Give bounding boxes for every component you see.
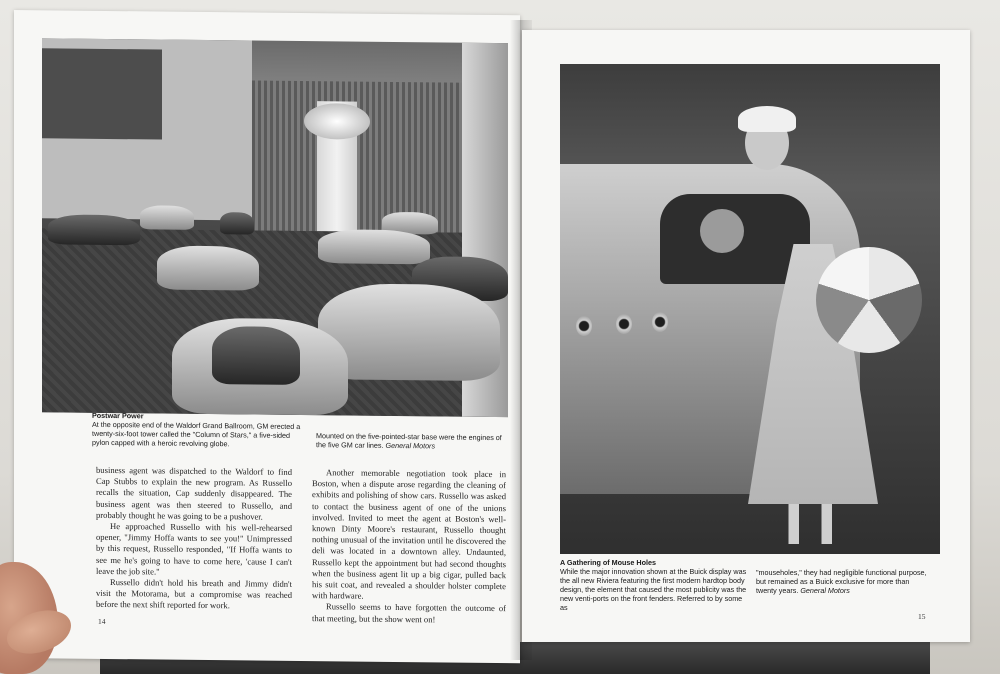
balcony — [42, 48, 162, 139]
caption-title: Postwar Power — [92, 410, 144, 421]
show-car — [157, 245, 259, 290]
right-page — [522, 30, 970, 642]
photo-caption — [92, 411, 306, 449]
caption-title: A Gathering of Mouse Holes — [560, 558, 656, 567]
paragraph: business agent was dispatched to the Waldorf to find Cap Stubbs to explain the new program. As Russello recalls the situation, Cap suddenly disappeared. The business agent was then steered to Russello, and probably thought he was going to be a pushover. — [96, 464, 292, 522]
body-column-2 — [312, 467, 506, 626]
page-number: 14 — [98, 616, 106, 626]
woman-hat — [738, 106, 796, 132]
ventiport-icon — [576, 316, 592, 336]
paragraph: He approached Russello with his well-rehearsed opener, "Jimmy Hoffa wants to see you!" Unimpressed by this request, Russello responded, "If Hoffa wants to see me he's going to have to come here, 'cause I can't leave the job site." — [96, 521, 292, 577]
caption-text: At the opposite end of the Waldorf Grand Ballroom, GM erected a twenty-six-foot tower called the "Column of Stars," a five-sided pylon capped with a heroic revolving globe. — [92, 419, 301, 449]
caption-text: Mounted on the five-pointed-star base were the engines of the five GM car lines. — [316, 431, 502, 450]
photo-caption — [560, 558, 748, 612]
body-column-1 — [96, 465, 292, 613]
show-car — [140, 205, 194, 230]
page-number: 15 — [918, 612, 926, 621]
ventiport-icon — [652, 312, 668, 332]
show-car — [318, 229, 430, 264]
left-page — [14, 10, 520, 663]
revolving-globe — [304, 103, 370, 140]
woman-legs — [778, 504, 848, 544]
car-roof — [212, 326, 300, 385]
curtain-drape — [252, 80, 482, 232]
buick-riviera-photo — [560, 64, 940, 554]
photo-credit: General Motors — [385, 440, 436, 451]
photo-caption-continued — [756, 568, 932, 595]
caption-text: While the major innovation shown at the Buick display was the all new Riviera featuring the first modern hardtop body design, the element that caused the most publicity was the new venti-ports on the front fenders. Referred to by some as — [560, 567, 747, 612]
show-car — [48, 214, 140, 245]
photo-credit: General Motors — [800, 586, 850, 595]
caption-text: "mouseholes," they had negligible functional purpose, but remained as a Buick exclusive for more than twenty years. — [756, 568, 927, 595]
ventiport-icon — [616, 314, 632, 334]
beach-ball — [816, 247, 922, 353]
photo-caption-continued — [316, 431, 506, 451]
paragraph: Another memorable negotiation took place in Boston, when a dispute arose regarding the cleaning of exhibits and polishing of show cars. Russello was asked to contact the business agent of one of the unions involved. Invited to meet the agent at Boston's well-known Dinty Moore's restaurant, Russello thought nothing unusual of the invitation until he discovered the deli was located in a downtown alley. Undaunted, Russello kept the appointment but had second thoughts when the business agent lit up a big cigar, pulled back his suit coat, and revealed a shoulder holster complete with hardware. — [312, 467, 506, 601]
paragraph: Russello didn't hold his breath and Jimmy didn't visit the Motorama, but a compromise was reached before the next shift reported for work. — [96, 577, 292, 611]
paragraph: Russello seems to have forgotten the outcome of that meeting, but the show went on! — [312, 601, 506, 625]
ballroom-photo — [42, 38, 508, 417]
show-car — [220, 212, 254, 234]
man-in-car — [700, 209, 744, 253]
